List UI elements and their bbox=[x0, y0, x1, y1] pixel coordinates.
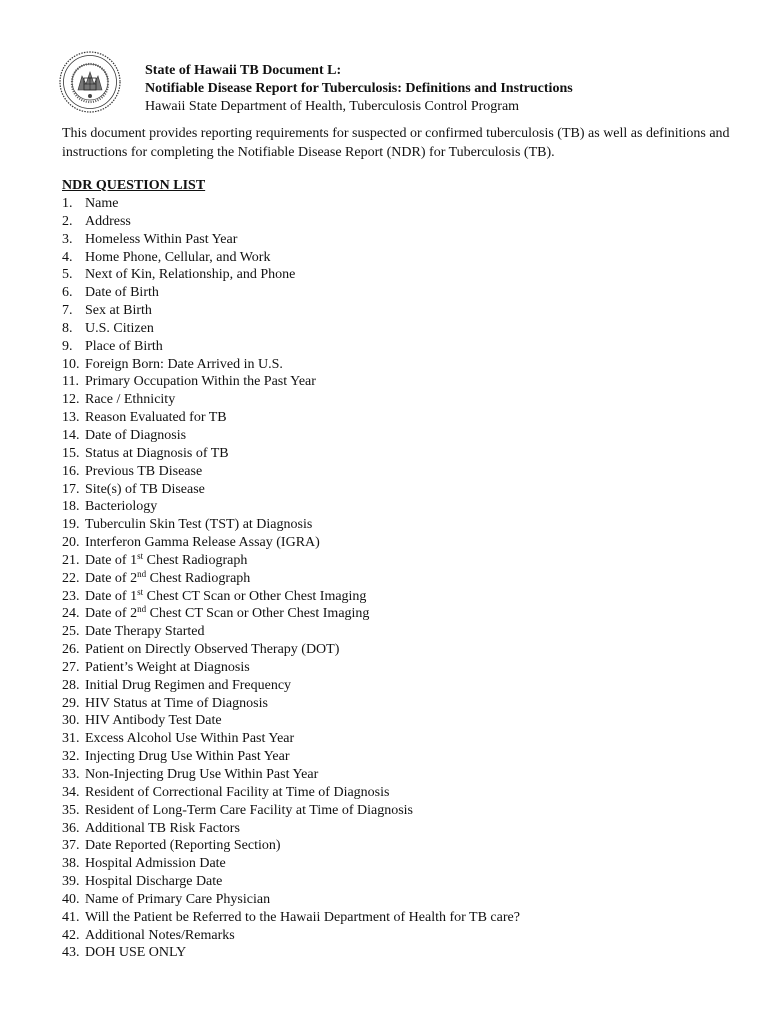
question-number: 42. bbox=[62, 927, 80, 943]
question-number: 10. bbox=[62, 356, 80, 372]
question-list-item bbox=[62, 498, 520, 516]
question-text: Homeless Within Past Year bbox=[85, 231, 238, 247]
question-number: 23. bbox=[62, 588, 80, 604]
question-text bbox=[85, 550, 248, 568]
question-number: 37. bbox=[62, 838, 80, 854]
question-text-part: Date of 2 bbox=[85, 570, 138, 586]
question-list-item bbox=[62, 820, 520, 838]
question-list-title: NDR QUESTION LIST bbox=[62, 178, 206, 193]
question-number: 36. bbox=[62, 820, 80, 836]
question-number: 16. bbox=[62, 463, 80, 479]
question-text: Will the Patient be Referred to the Hawaii Department of Health for TB care? bbox=[85, 909, 520, 925]
question-list-item bbox=[62, 356, 520, 374]
question-text: Status at Diagnosis of TB bbox=[85, 445, 229, 461]
question-text: Name bbox=[85, 196, 119, 211]
question-text: Next of Kin, Relationship, and Phone bbox=[85, 267, 296, 283]
question-text: Sex at Birth bbox=[85, 303, 152, 319]
question-list-item bbox=[62, 409, 520, 427]
question-text-part: Chest Radiograph bbox=[143, 552, 248, 568]
question-list-item bbox=[62, 944, 520, 962]
question-number: 17. bbox=[62, 481, 80, 497]
question-list-item bbox=[62, 802, 520, 820]
intro-paragraph: This document provides reporting requirements for suspected or confirmed tuberculosis (TB) as well as definitions and instructions for completing the Notifiable Disease Report (NDR) for Tuberculosis (TB). bbox=[62, 126, 730, 160]
question-number: 15. bbox=[62, 445, 80, 461]
question-list-item bbox=[62, 445, 520, 463]
question-number: 7. bbox=[62, 303, 73, 319]
question-text: Non-Injecting Drug Use Within Past Year bbox=[85, 767, 319, 782]
question-list-item bbox=[62, 427, 520, 445]
question-list-item bbox=[62, 855, 520, 873]
question-number: 41. bbox=[62, 909, 80, 925]
question-text: Patient’s Weight at Diagnosis bbox=[85, 659, 250, 675]
question-text: U.S. Citizen bbox=[85, 320, 154, 336]
question-list-item bbox=[62, 534, 520, 552]
question-list bbox=[62, 195, 520, 962]
question-text: Name of Primary Care Physician bbox=[85, 891, 271, 907]
question-number: 28. bbox=[62, 677, 80, 693]
question-list-item bbox=[62, 266, 520, 284]
question-text: Home Phone, Cellular, and Work bbox=[85, 249, 271, 265]
question-list-item bbox=[62, 231, 520, 249]
question-list-item bbox=[62, 766, 520, 784]
question-text bbox=[85, 586, 367, 604]
question-list-item bbox=[62, 588, 520, 606]
question-text-part: Date of 2 bbox=[85, 606, 138, 622]
question-number: 24. bbox=[62, 606, 80, 622]
question-text: Date of Birth bbox=[85, 285, 159, 301]
question-text: Reason Evaluated for TB bbox=[85, 410, 227, 426]
question-number: 9. bbox=[62, 338, 73, 354]
question-number: 8. bbox=[62, 320, 73, 336]
question-text-part: Chest Radiograph bbox=[146, 570, 251, 586]
question-list-item bbox=[62, 249, 520, 267]
question-text: Patient on Directly Observed Therapy (DOT) bbox=[85, 642, 340, 658]
question-text bbox=[85, 606, 369, 621]
document-title-line-1: State of Hawaii TB Document L: bbox=[145, 63, 342, 78]
question-list-item bbox=[62, 677, 520, 695]
question-list-item bbox=[62, 320, 520, 338]
question-list-item bbox=[62, 570, 520, 588]
question-list-item bbox=[62, 213, 520, 231]
question-number: 1. bbox=[62, 196, 73, 211]
question-text: DOH USE ONLY bbox=[85, 945, 187, 961]
question-list-item bbox=[62, 338, 520, 356]
question-text: Initial Drug Regimen and Frequency bbox=[85, 677, 292, 693]
question-text-part: Date of 1 bbox=[85, 552, 138, 568]
question-list-item bbox=[62, 605, 520, 623]
question-text: HIV Antibody Test Date bbox=[85, 713, 222, 729]
question-number: 40. bbox=[62, 891, 80, 907]
question-text-part: Chest CT Scan or Other Chest Imaging bbox=[143, 588, 367, 604]
question-number: 2. bbox=[62, 213, 73, 229]
ordinal-suffix: nd bbox=[137, 568, 147, 579]
question-list-item bbox=[62, 712, 520, 730]
question-list-item bbox=[62, 837, 520, 855]
question-number: 13. bbox=[62, 410, 80, 426]
question-number: 25. bbox=[62, 624, 80, 640]
question-text: Additional Notes/Remarks bbox=[85, 927, 235, 943]
question-number: 32. bbox=[62, 749, 80, 765]
question-text: Bacteriology bbox=[85, 499, 158, 515]
question-text: Injecting Drug Use Within Past Year bbox=[85, 749, 290, 765]
question-list-item bbox=[62, 748, 520, 766]
question-number: 12. bbox=[62, 392, 80, 408]
question-number: 4. bbox=[62, 249, 73, 265]
question-list-item bbox=[62, 784, 520, 802]
question-list-item bbox=[62, 284, 520, 302]
document-header bbox=[145, 62, 573, 116]
question-number: 29. bbox=[62, 695, 80, 711]
question-list-item bbox=[62, 730, 520, 748]
question-list-item bbox=[62, 195, 520, 213]
question-number: 20. bbox=[62, 535, 80, 551]
question-list-item bbox=[62, 481, 520, 499]
ordinal-suffix: nd bbox=[137, 604, 147, 615]
question-number: 5. bbox=[62, 267, 73, 283]
question-number: 21. bbox=[62, 552, 80, 568]
question-list-item bbox=[62, 463, 520, 481]
question-text: Foreign Born: Date Arrived in U.S. bbox=[85, 356, 283, 372]
question-number: 43. bbox=[62, 945, 80, 961]
question-list-item bbox=[62, 623, 520, 641]
question-list-item bbox=[62, 373, 520, 391]
question-text: Interferon Gamma Release Assay (IGRA) bbox=[85, 535, 320, 551]
question-number: 26. bbox=[62, 642, 80, 658]
question-number: 38. bbox=[62, 856, 80, 872]
ordinal-suffix: st bbox=[137, 586, 144, 597]
ordinal-suffix: st bbox=[137, 550, 144, 561]
document-title-line-2: Notifiable Disease Report for Tuberculosis: Definitions and Instructions bbox=[145, 81, 573, 96]
question-number: 18. bbox=[62, 499, 80, 515]
question-list-item bbox=[62, 391, 520, 409]
question-text: Place of Birth bbox=[85, 338, 163, 354]
question-number: 31. bbox=[62, 731, 80, 747]
question-text: Race / Ethnicity bbox=[85, 392, 176, 408]
question-text-part: Chest CT Scan or Other Chest Imaging bbox=[146, 606, 370, 622]
question-text: Hospital Admission Date bbox=[85, 856, 226, 872]
question-list-item bbox=[62, 552, 520, 570]
question-list-item bbox=[62, 302, 520, 320]
question-number: 6. bbox=[62, 285, 73, 301]
question-text: Date of Diagnosis bbox=[85, 427, 187, 443]
question-text bbox=[85, 568, 251, 586]
question-text: Additional TB Risk Factors bbox=[85, 820, 240, 836]
question-number: 11. bbox=[62, 374, 79, 390]
question-text: Hospital Discharge Date bbox=[85, 874, 223, 890]
question-number: 19. bbox=[62, 517, 80, 533]
question-number: 14. bbox=[62, 427, 80, 443]
question-list-item bbox=[62, 891, 520, 909]
question-text: Date Reported (Reporting Section) bbox=[85, 838, 281, 854]
question-list-item bbox=[62, 927, 520, 945]
question-text: Resident of Long-Term Care Facility at Time of Diagnosis bbox=[85, 802, 413, 818]
question-list-item bbox=[62, 659, 520, 677]
question-number: 30. bbox=[62, 713, 80, 729]
question-number: 35. bbox=[62, 802, 80, 818]
question-text: Date Therapy Started bbox=[85, 624, 205, 640]
question-text: Excess Alcohol Use Within Past Year bbox=[85, 731, 295, 747]
question-text: Resident of Correctional Facility at Time of Diagnosis bbox=[85, 784, 390, 800]
question-list-item bbox=[62, 516, 520, 534]
question-text: HIV Status at Time of Diagnosis bbox=[85, 695, 268, 711]
question-text-part: Date of 1 bbox=[85, 588, 138, 604]
question-list-item bbox=[62, 873, 520, 891]
question-text: Address bbox=[85, 213, 131, 229]
document-subtitle: Hawaii State Department of Health, Tuberculosis Control Program bbox=[145, 99, 520, 114]
question-list-item bbox=[62, 641, 520, 659]
question-number: 3. bbox=[62, 231, 73, 247]
question-text: Primary Occupation Within the Past Year bbox=[85, 374, 316, 390]
question-text: Site(s) of TB Disease bbox=[85, 481, 205, 497]
question-number: 27. bbox=[62, 659, 80, 675]
question-list-item bbox=[62, 695, 520, 713]
state-seal-logo bbox=[58, 50, 122, 114]
question-number: 39. bbox=[62, 874, 80, 890]
question-number: 33. bbox=[62, 767, 80, 782]
question-number: 34. bbox=[62, 784, 80, 800]
question-text: Previous TB Disease bbox=[85, 463, 203, 479]
question-text: Tuberculin Skin Test (TST) at Diagnosis bbox=[85, 517, 313, 533]
question-list-item bbox=[62, 909, 520, 927]
question-number: 22. bbox=[62, 570, 80, 586]
